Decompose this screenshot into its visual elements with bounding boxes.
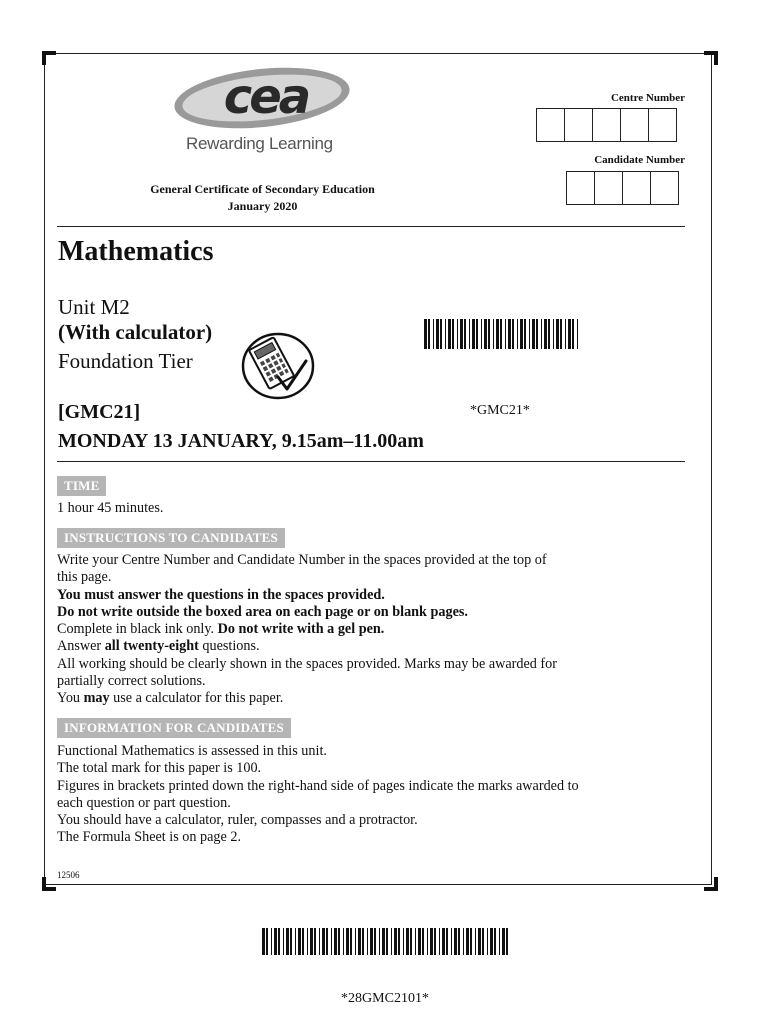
time-value: 1 hour 45 minutes.: [57, 500, 164, 516]
barcode-bar: [457, 319, 458, 349]
candidate-number-digit-box[interactable]: [650, 171, 679, 205]
centre-number-digit-box[interactable]: [620, 108, 649, 142]
time-heading: TIME: [57, 476, 106, 496]
barcode-bar: [446, 928, 448, 955]
centre-number-boxes[interactable]: [537, 108, 677, 142]
barcode-bar: [440, 319, 442, 349]
frame-corner-mark: [42, 877, 56, 891]
divider: [57, 461, 685, 462]
barcode-bar: [370, 928, 373, 955]
barcode-bar: [452, 319, 454, 349]
barcode-bar: [536, 319, 538, 349]
barcode-bar: [439, 928, 440, 955]
barcode-bar: [271, 928, 272, 955]
barcode-bar: [469, 319, 470, 349]
barcode-bar: [502, 928, 505, 955]
exam-session: January 2020: [227, 199, 298, 213]
barcode-bar: [475, 928, 476, 955]
barcode-bar: [430, 928, 433, 955]
barcode-bar: [463, 928, 464, 955]
centre-number-digit-box[interactable]: [536, 108, 565, 142]
subject-title: Mathematics: [58, 236, 214, 267]
barcode-bar: [506, 928, 508, 955]
logo-tagline: Rewarding Learning: [186, 134, 333, 153]
information-line: The total mark for this paper is 100.: [57, 760, 262, 777]
candidate-number-digit-box[interactable]: [566, 171, 595, 205]
candidate-number-boxes[interactable]: [567, 171, 679, 205]
barcode-bar: [572, 319, 574, 349]
candidate-number-digit-box[interactable]: [594, 171, 623, 205]
information-block: [57, 743, 687, 847]
barcode-bar: [355, 928, 356, 955]
barcode-bar: [367, 928, 368, 955]
barcode-bar: [310, 928, 313, 955]
barcode-bar: [460, 319, 463, 349]
frame-corner-mark: [42, 51, 56, 65]
barcode-bar: [418, 928, 421, 955]
barcode-bar: [577, 319, 578, 349]
barcode-bar: [458, 928, 460, 955]
svg-text:cea: cea: [223, 69, 309, 125]
barcode-bar: [565, 319, 566, 349]
barcode-bar: [427, 928, 428, 955]
instructions-block: [57, 552, 687, 708]
frame-corner-mark: [704, 877, 718, 891]
barcode-bar: [508, 319, 511, 349]
barcode-bar: [278, 928, 280, 955]
barcode-bar: [379, 928, 380, 955]
barcode-bar: [338, 928, 340, 955]
exam-datetime: MONDAY 13 JANUARY, 9.15am–11.00am: [58, 430, 424, 452]
barcode-bar: [331, 928, 332, 955]
barcode-bar: [544, 319, 547, 349]
barcode-bar: [532, 319, 535, 349]
barcode-bar: [350, 928, 352, 955]
barcode-bar: [358, 928, 361, 955]
page-barcode-text: *28GMC2101*: [341, 991, 429, 1006]
information-line: The Formula Sheet is on page 2.: [57, 829, 242, 846]
qualification-title: General Certificate of Secondary Education: [150, 182, 375, 196]
barcode-bar: [322, 928, 325, 955]
barcode-bar: [499, 928, 500, 955]
instruction-line: Complete in black ink only. Do not write with a gel pen.: [57, 621, 385, 638]
barcode-bar: [394, 928, 397, 955]
barcode-bar: [445, 319, 446, 349]
barcode-bar: [512, 319, 514, 349]
instruction-line: Write your Centre Number and Candidate Number in the spaces provided at the top of: [57, 552, 547, 568]
barcode-bar: [403, 928, 404, 955]
barcode-bar: [568, 319, 571, 349]
barcode-bar: [476, 319, 478, 349]
barcode-bar: [451, 928, 452, 955]
barcode-bar: [442, 928, 445, 955]
barcode-bar: [487, 928, 488, 955]
centre-number-digit-box[interactable]: [564, 108, 593, 142]
barcode-bar: [382, 928, 385, 955]
barcode-bar: [386, 928, 388, 955]
barcode-bar: [406, 928, 409, 955]
barcode-bar: [517, 319, 518, 349]
qualification-block: [120, 181, 405, 215]
calculator-label: (With calculator): [58, 320, 213, 344]
barcode-bar: [428, 319, 430, 349]
barcode-bar: [520, 319, 523, 349]
barcode-bar: [302, 928, 304, 955]
instruction-line: this page.: [57, 569, 112, 586]
barcode-bar: [496, 319, 499, 349]
barcode-bar: [298, 928, 301, 955]
information-line: Functional Mathematics is assessed in this unit.: [57, 743, 327, 759]
paper-barcode: [424, 319, 580, 349]
instructions-heading: INSTRUCTIONS TO CANDIDATES: [57, 528, 285, 548]
centre-number-digit-box[interactable]: [592, 108, 621, 142]
barcode-bar: [448, 319, 451, 349]
barcode-bar: [295, 928, 296, 955]
information-line: You should have a calculator, ruler, compasses and a protractor.: [57, 812, 418, 829]
barcode-bar: [490, 928, 493, 955]
centre-number-label: Centre Number: [610, 92, 685, 104]
barcode-bar: [374, 928, 376, 955]
barcode-bar: [343, 928, 344, 955]
barcode-bar: [286, 928, 289, 955]
paper-barcode-text: *GMC21*: [470, 403, 530, 418]
barcode-bar: [484, 319, 487, 349]
barcode-bar: [500, 319, 502, 349]
barcode-bar: [472, 319, 475, 349]
barcode-bar: [529, 319, 530, 349]
barcode-bar: [541, 319, 542, 349]
barcode-bar: [326, 928, 328, 955]
frame-corner-mark: [704, 51, 718, 65]
tier-label: Foundation Tier: [58, 349, 193, 373]
barcode-bar: [470, 928, 472, 955]
barcode-bar: [434, 928, 436, 955]
barcode-bar: [283, 928, 284, 955]
barcode-bar: [422, 928, 424, 955]
barcode-bar: [391, 928, 392, 955]
centre-number-digit-box[interactable]: [648, 108, 677, 142]
barcode-bar: [290, 928, 292, 955]
barcode-bar: [505, 319, 506, 349]
barcode-bar: [410, 928, 412, 955]
instruction-line: Do not write outside the boxed area on each page or on blank pages.: [57, 603, 468, 620]
candidate-number-digit-box[interactable]: [622, 171, 651, 205]
barcode-bar: [454, 928, 457, 955]
barcode-bar: [556, 319, 559, 349]
barcode-bar: [319, 928, 320, 955]
barcode-bar: [488, 319, 490, 349]
instruction-line: Answer all twenty-eight questions.: [57, 638, 260, 655]
barcode-bar: [307, 928, 308, 955]
barcode-bar: [560, 319, 562, 349]
barcode-bar: [334, 928, 337, 955]
barcode-bar: [478, 928, 481, 955]
document-code: 12506: [57, 870, 80, 880]
unit-label: Unit M2: [58, 295, 130, 319]
barcode-bar: [346, 928, 349, 955]
candidate-number-label: Candidate Number: [594, 154, 685, 166]
barcode-bar: [553, 319, 554, 349]
barcode-bar: [466, 928, 469, 955]
barcode-bar: [266, 928, 268, 955]
barcode-bar: [274, 928, 277, 955]
barcode-bar: [415, 928, 416, 955]
time-text: [57, 500, 687, 517]
barcode-bar: [436, 319, 439, 349]
barcode-bar: [524, 319, 526, 349]
barcode-bar: [433, 319, 434, 349]
barcode-bar: [262, 928, 265, 955]
instruction-line: partially correct solutions.: [57, 673, 206, 690]
barcode-bar: [398, 928, 400, 955]
barcode-bar: [482, 928, 484, 955]
information-heading: INFORMATION FOR CANDIDATES: [57, 718, 291, 738]
barcode-bar: [424, 319, 427, 349]
information-line: Figures in brackets printed down the right-hand side of pages indicate the marks awarded to: [57, 777, 579, 794]
barcode-bar: [494, 928, 496, 955]
instruction-line: You must answer the questions in the spaces provided.: [57, 586, 385, 603]
barcode-bar: [548, 319, 550, 349]
page-barcode: [262, 928, 511, 955]
divider: [57, 226, 685, 227]
calculator-icon: [240, 331, 316, 406]
paper-reference: [GMC21]: [58, 401, 141, 423]
instruction-line: You may use a calculator for this paper.: [57, 690, 284, 707]
barcode-bar: [493, 319, 494, 349]
barcode-bar: [481, 319, 482, 349]
instruction-line: All working should be clearly shown in the spaces provided. Marks may be awarded for: [57, 655, 557, 672]
barcode-bar: [362, 928, 364, 955]
information-line: each question or part question.: [57, 794, 231, 811]
barcode-bar: [464, 319, 466, 349]
barcode-bar: [314, 928, 316, 955]
